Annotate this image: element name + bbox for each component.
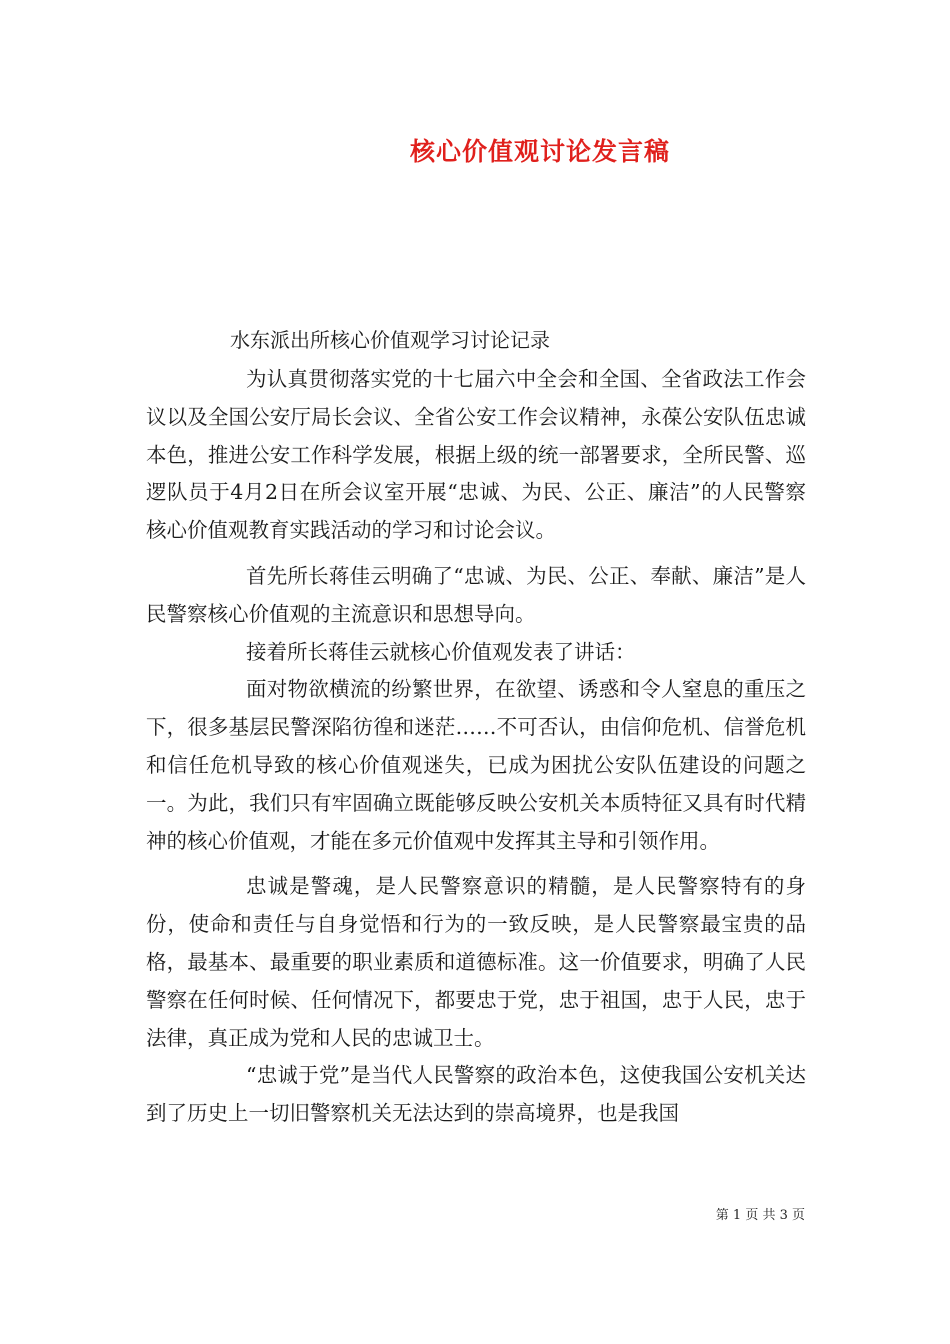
page-number-footer: 第 1 页 共 3 页 [715,1208,805,1223]
document-body [146,361,806,1133]
paragraph-4: 面对物欲横流的纷繁世界，在欲望、诱惑和令人窒息的重压之下，很多基层民警深陷彷徨和迷茫……不可否认，由信仰危机、信誉危机和信任危机导致的核心价值观迷失，已成为困扰公安队伍建设的问题之一。为此，我们只有牢固确立既能够反映公安机关本质特征又具有时代精神的核心价值观，才能在多元价值观中发挥其主导和引领作用。 [146,677,806,853]
document-title: 核心价值观讨论发言稿 [409,137,670,166]
paragraph-5: 忠诚是警魂，是人民警察意识的精髓，是人民警察特有的身份，使命和责任与自身觉悟和行为的一致反映，是人民警察最宝贵的品格，最基本、最重要的职业素质和道德标准。这一价值要求，明确了人民警察在任何时候、任何情况下，都要忠于党，忠于祖国，忠于人民，忠于法律，真正成为党和人民的忠诚卫士。 [146,874,806,1050]
paragraph-6: “忠诚于党”是当代人民警察的政治本色，这使我国公安机关达到了历史上一切旧警察机关无法达到的崇高境界，也是我国 [146,1063,806,1126]
paragraph-3: 接着所长蒋佳云就核心价值观发表了讲话： [246,639,636,664]
document-subtitle: 水东派出所核心价值观学习讨论记录 [230,328,550,352]
paragraph-1: 为认真贯彻落实党的十七届六中全会和全国、全省政法工作会议以及全国公安厅局长会议、全省公安工作会议精神，永葆公安队伍忠诚本色，推进公安工作科学发展，根据上级的统一部署要求，全所民警、巡逻队员于4月2日在所会议室开展“忠诚、为民、公正、廉洁”的人民警察核心价值观教育实践活动的学习和讨论会议。 [146,367,806,543]
paragraph-2: 首先所长蒋佳云明确了“忠诚、为民、公正、奉献、廉洁”是人民警察核心价值观的主流意识和思想导向。 [146,563,806,626]
